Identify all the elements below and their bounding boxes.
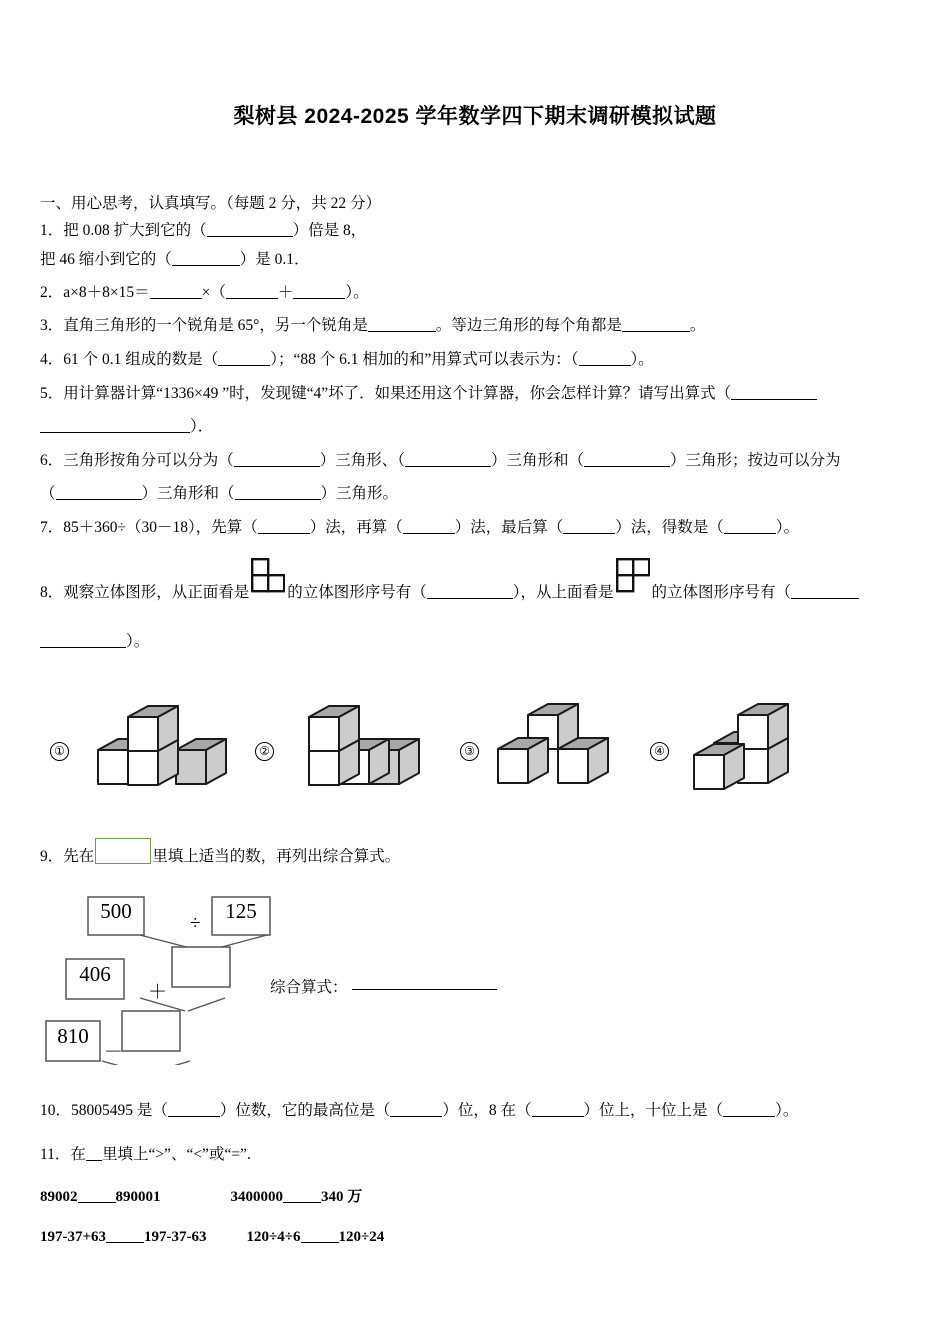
q7-blank-2[interactable] bbox=[403, 533, 455, 534]
question-3 bbox=[40, 318, 915, 334]
question-5-line-b bbox=[40, 419, 915, 435]
question-4 bbox=[40, 352, 915, 368]
q7-mid1: ）法，再算（ bbox=[309, 519, 403, 536]
q5-line-a: 5．用计算器计算“1336×49 ”时，发现键“4”坏了．如果还用这个计算器，你会怎样计算？请写出算式（ bbox=[40, 385, 732, 402]
q11-prompt-blank[interactable] bbox=[86, 1160, 102, 1161]
q7-post: ）。 bbox=[775, 519, 800, 536]
q7-blank-1[interactable] bbox=[258, 533, 310, 534]
q6-line-b-mid: ）三角形和（ bbox=[141, 484, 235, 502]
q8-pre: 8．观察立体图形，从正面看是 bbox=[40, 583, 250, 601]
comparison-row-1 bbox=[40, 1185, 915, 1206]
comparison-1-right: 890001 bbox=[115, 1189, 161, 1205]
q8-mid2: ），从上面看是 bbox=[512, 583, 614, 601]
questions-body bbox=[40, 196, 915, 649]
cube-figures-row bbox=[40, 695, 915, 810]
question-7 bbox=[40, 520, 915, 536]
q6-blank-2[interactable] bbox=[405, 466, 491, 467]
composite-expression-label: 综合算式： bbox=[270, 979, 348, 996]
q9-post: 里填上适当的数，再列出综合算式。 bbox=[152, 848, 401, 865]
q2-post: ）。 bbox=[345, 283, 369, 301]
question-6-line-b bbox=[40, 486, 915, 502]
q11-prompt-pre: 11．在 bbox=[40, 1146, 86, 1163]
top-view-shape-icon bbox=[616, 558, 650, 608]
comparison-2-left: 3400000 bbox=[230, 1189, 283, 1205]
flow-box-sum bbox=[122, 1011, 180, 1051]
q7-mid2: ）法，最后算（ bbox=[454, 519, 564, 536]
q6-line-a-mid1: ）三角形、（ bbox=[319, 452, 406, 469]
cube-figure-4-art bbox=[676, 695, 836, 815]
q6-blank-4[interactable] bbox=[56, 499, 142, 500]
q2-blank-3[interactable] bbox=[293, 298, 345, 299]
q6-blank-5[interactable] bbox=[235, 499, 321, 500]
q6-line-a-post: ）三角形；按边可以分为 bbox=[670, 452, 841, 469]
question-10 bbox=[40, 1098, 915, 1120]
q10-mid1: ）位数，它的最高位是（ bbox=[219, 1102, 391, 1119]
question-9-heading bbox=[40, 838, 400, 866]
front-view-shape-icon bbox=[251, 558, 285, 608]
flow-operator-plus: ＋ bbox=[148, 982, 168, 1003]
q10-blank-2[interactable] bbox=[390, 1116, 442, 1117]
q8-blank-1[interactable] bbox=[427, 598, 513, 599]
q7-blank-4[interactable] bbox=[724, 533, 776, 534]
cube-figure-3-art bbox=[486, 695, 646, 815]
q10-mid3: ）位上，十位上是（ bbox=[583, 1102, 724, 1119]
question-5-line-a bbox=[40, 386, 915, 402]
q4-blank-2[interactable] bbox=[579, 365, 631, 366]
comparison-2-blank[interactable] bbox=[283, 1202, 321, 1203]
q7-blank-3[interactable] bbox=[563, 533, 615, 534]
q8-blank-3[interactable] bbox=[40, 647, 126, 648]
q10-mid2: ）位，8 在（ bbox=[442, 1102, 532, 1119]
comparison-2-right: 340 万 bbox=[321, 1189, 363, 1205]
q5-blank-1[interactable] bbox=[731, 399, 817, 400]
q8-blank-2[interactable] bbox=[791, 598, 859, 599]
questions-tail bbox=[40, 1098, 915, 1269]
cube-figure-3-label: ③ bbox=[460, 742, 479, 761]
q1-line-a-pre: 1．把 0.08 扩大到它的（ bbox=[40, 221, 207, 239]
q7-pre: 7．85＋360÷（30－18），先算（ bbox=[40, 519, 258, 536]
q11-prompt-post: 里填上“>”、“<”或“=”. bbox=[101, 1146, 251, 1163]
q4-post: ）。 bbox=[630, 350, 654, 368]
question-6-line-a bbox=[40, 453, 915, 469]
page-title: 梨树县 2024-2025 学年数学四下期末调研模拟试题 bbox=[233, 105, 717, 128]
cube-figure-1-label: ① bbox=[50, 742, 69, 761]
composite-expression-blank[interactable] bbox=[352, 989, 497, 990]
q8-mid3: 的立体图形序号有（ bbox=[651, 583, 792, 601]
q6-blank-3[interactable] bbox=[584, 466, 670, 467]
q6-blank-1[interactable] bbox=[234, 466, 320, 467]
q8-mid1: 的立体图形序号有（ bbox=[287, 583, 427, 601]
q3-post: 。 bbox=[689, 317, 706, 334]
question-1-line-b bbox=[40, 252, 915, 268]
cube-figure-4-label: ④ bbox=[650, 742, 669, 761]
q7-mid3: ）法，得数是（ bbox=[615, 519, 724, 536]
q10-blank-1[interactable] bbox=[168, 1116, 220, 1117]
q1-blank-1[interactable] bbox=[207, 236, 293, 237]
q3-mid: 。等边三角形的每个角都是 bbox=[435, 317, 622, 334]
flow-box-quotient bbox=[172, 947, 230, 987]
cube-figure-2-label: ② bbox=[255, 742, 274, 761]
q3-pre: 3．直角三角形的一个锐角是 65°，另一个锐角是 bbox=[40, 317, 368, 334]
question-1-line-a bbox=[40, 223, 915, 239]
q6-line-b-pre: （ bbox=[40, 484, 56, 502]
comparison-3-right: 197-37-63 bbox=[144, 1229, 207, 1245]
q10-blank-3[interactable] bbox=[532, 1116, 584, 1117]
question-2 bbox=[40, 285, 915, 301]
section-heading: 一、用心思考，认真填写。（每题 2 分，共 22 分） bbox=[40, 195, 382, 212]
q8-post: ）。 bbox=[126, 632, 150, 650]
q1-line-b-post: ）是 0.1． bbox=[239, 251, 310, 268]
comparison-3-blank[interactable] bbox=[106, 1242, 144, 1243]
q10-post: ）。 bbox=[775, 1102, 799, 1119]
q2-blank-2[interactable] bbox=[226, 298, 278, 299]
q9-green-input-box[interactable] bbox=[95, 838, 151, 864]
flow-operator-divide: ÷ bbox=[190, 913, 201, 934]
q5-blank-2[interactable] bbox=[40, 432, 190, 433]
cube-figure-1-art bbox=[76, 695, 236, 815]
q6-line-a-pre: 6．三角形按角分可以分为（ bbox=[40, 452, 234, 469]
comparison-1-left: 89002 bbox=[40, 1189, 78, 1205]
q2-pre: 2．a×8＋8×15＝ bbox=[40, 283, 150, 301]
q4-pre: 4．61 个 0.1 组成的数是（ bbox=[40, 350, 219, 368]
composite-expression-row bbox=[270, 975, 497, 997]
q2-mid1: ×（ bbox=[201, 283, 226, 301]
flow-value-500: 500 bbox=[100, 899, 132, 923]
q10-pre: 10．58005495 是（ bbox=[40, 1102, 168, 1119]
question-8-line-b bbox=[40, 634, 915, 650]
q1-line-a-post: ）倍是 8， bbox=[292, 221, 367, 239]
comparison-4-blank[interactable] bbox=[301, 1242, 339, 1243]
flow-operator-minus: － bbox=[104, 1042, 124, 1063]
q4-mid: ）；“88 个 6.1 相加的和”用算式可以表示为：（ bbox=[270, 350, 579, 368]
flow-value-810: 810 bbox=[57, 1024, 89, 1048]
question-8-line-a bbox=[40, 558, 915, 608]
flow-value-406: 406 bbox=[79, 962, 111, 986]
comparison-3-left: 197-37+63 bbox=[40, 1229, 107, 1245]
question-11-prompt bbox=[40, 1142, 915, 1164]
q3-blank-1[interactable] bbox=[368, 331, 436, 332]
comparison-4-right: 120÷24 bbox=[338, 1229, 385, 1245]
q6-line-a-mid2: ）三角形和（ bbox=[491, 452, 585, 469]
q6-line-b-post: ）三角形。 bbox=[320, 484, 399, 502]
q1-blank-2[interactable] bbox=[172, 265, 240, 266]
q5-line-b-post: ）． bbox=[190, 417, 214, 435]
q2-mid2: ＋ bbox=[277, 283, 294, 301]
cube-figure-2-art bbox=[281, 695, 441, 815]
q10-blank-4[interactable] bbox=[723, 1116, 775, 1117]
q3-blank-2[interactable] bbox=[622, 331, 690, 332]
q2-blank-1[interactable] bbox=[150, 298, 202, 299]
flow-value-125: 125 bbox=[225, 899, 257, 923]
comparison-4-left: 120÷4÷6 bbox=[246, 1229, 301, 1245]
q9-pre: 9．先在 bbox=[40, 848, 95, 865]
comparison-1-blank[interactable] bbox=[78, 1202, 116, 1203]
q1-line-b-pre: 把 46 缩小到它的（ bbox=[40, 251, 172, 268]
q4-blank-1[interactable] bbox=[218, 365, 270, 366]
comparison-row-2 bbox=[40, 1229, 915, 1246]
